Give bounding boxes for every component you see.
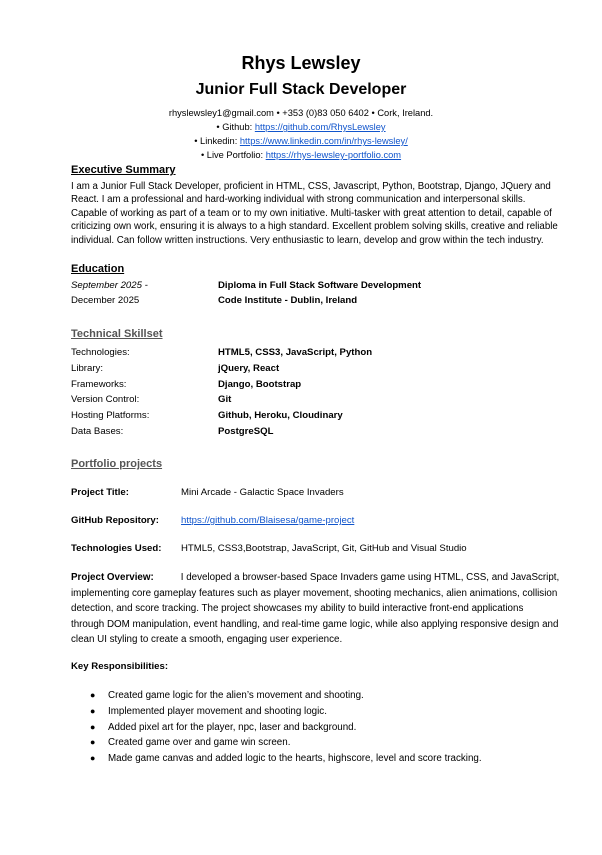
project-tech-value: HTML5, CSS3,Bootstrap, JavaScript, Git, GitHub and Visual Studio	[181, 543, 467, 554]
summary-line: criticizing own work, ensuring it is always to a high standard. Excellent problem solving skills, creative and reliable	[71, 221, 558, 233]
skill-label: Frameworks:	[71, 379, 127, 390]
skills-heading: Technical Skillset	[71, 328, 163, 340]
bullet-icon: ●	[90, 690, 96, 700]
github-label: • Github:	[216, 122, 255, 132]
skill-value: Django, Bootstrap	[218, 379, 302, 390]
responsibilities-list	[90, 688, 482, 767]
summary-line: I am a Junior Full Stack Developer, proficient in HTML, CSS, Javascript, Python, Bootstrap, Django, JQuery and	[71, 181, 551, 192]
list-item-text: Implemented player movement and shooting logic.	[108, 705, 327, 717]
job-title: Junior Full Stack Developer	[195, 81, 407, 98]
linkedin-link[interactable]: https://www.linkedin.com/in/rhys-lewsley/	[239, 136, 408, 146]
skill-label: Technologies:	[71, 347, 130, 358]
skill-label: Hosting Platforms:	[71, 410, 150, 421]
skill-value: Git	[218, 394, 232, 405]
overview-line: through DOM manipulation, event handling, and real-time game logic, while also applying responsive design and	[71, 618, 559, 630]
skill-label: Data Bases:	[71, 426, 124, 437]
portfolio-link[interactable]: https://rhys-lewsley-portfolio.com	[265, 150, 402, 160]
list-item	[90, 688, 482, 704]
overview-line: detection, and score tracking. The project showcases my ability to build interactive front-end applications	[71, 603, 524, 615]
education-date-start: September 2025 -	[71, 280, 148, 291]
skill-value: Github, Heroku, Cloudinary	[218, 410, 343, 421]
list-item-text: Created game logic for the alien’s movement and shooting.	[108, 690, 364, 701]
project-repo-label: GitHub Repository:	[71, 515, 159, 526]
project-title-value: Mini Arcade - Galactic Space Invaders	[181, 487, 344, 498]
project-repo-link[interactable]: https://github.com/Blaisesa/game-project	[181, 515, 355, 526]
education-date-end: December 2025	[71, 295, 140, 306]
summary-line: React. I am a professional and hard-working individual with strong communication and interpersonal skills.	[71, 194, 526, 206]
candidate-name: Rhys Lewsley	[241, 53, 361, 73]
portfolio-label: • Live Portfolio:	[200, 150, 266, 160]
list-item-text: Added pixel art for the player, npc, laser and background.	[108, 721, 357, 733]
project-overview-label: Project Overview:	[71, 572, 154, 583]
overview-line: clean UI styling to create a smooth, engaging user experience.	[71, 634, 343, 646]
bullet-icon: ●	[90, 737, 96, 748]
project-title-label: Project Title:	[71, 487, 129, 498]
portfolio-line	[0, 150, 602, 160]
overview-first-line	[71, 570, 591, 586]
education-heading: Education	[71, 263, 125, 275]
project-overview	[71, 570, 591, 648]
list-item	[90, 735, 482, 751]
overview-text: I developed a browser-based Space Invaders game using HTML, CSS, and JavaScript,	[180, 572, 560, 583]
contact-line: rhyslewsley1@gmail.com • +353 (0)83 050 6402 • Cork, Ireland.	[168, 108, 434, 118]
summary-heading: Executive Summary	[71, 164, 176, 176]
education-institution: Code Institute - Dublin, Ireland	[218, 295, 358, 306]
portfolio-heading: Portfolio projects	[71, 458, 163, 470]
github-line	[0, 122, 602, 132]
skill-label: Library:	[71, 363, 103, 374]
list-item	[90, 751, 482, 767]
summary-line: individual. Can follow written instructions. Very enthusiastic to learn, develop and grow within the tech industry.	[71, 234, 544, 246]
skill-value: jQuery, React	[218, 363, 280, 374]
linkedin-label: • Linkedin:	[194, 136, 240, 146]
list-item	[90, 704, 482, 720]
summary-line: Capable of working as part of a team or to my own initiative. Multi-tasker with great attention to detail, capable of	[71, 207, 552, 219]
bullet-icon: ●	[90, 705, 96, 716]
github-link[interactable]: https://github.com/RhysLewsley	[254, 122, 386, 132]
list-item	[90, 720, 482, 736]
project-tech-label: Technologies Used:	[71, 543, 162, 554]
overview-line: implementing core gameplay features such as player movement, shooting mechanics, alien animations, collision	[71, 587, 558, 599]
summary-text	[71, 180, 591, 247]
linkedin-line	[0, 136, 602, 146]
education-qualification: Diploma in Full Stack Software Development	[218, 280, 422, 291]
bullet-icon: ●	[90, 753, 96, 764]
list-item-text: Made game canvas and added logic to the hearts, highscore, level and score tracking.	[108, 753, 482, 765]
responsibilities-heading: Key Responsibilities:	[71, 661, 169, 672]
list-item-text: Created game over and game win screen.	[108, 737, 291, 749]
skill-value: HTML5, CSS3, JavaScript, Python	[218, 347, 373, 358]
skill-label: Version Control:	[71, 394, 140, 405]
skill-value: PostgreSQL	[218, 426, 274, 437]
bullet-icon: ●	[90, 721, 96, 732]
